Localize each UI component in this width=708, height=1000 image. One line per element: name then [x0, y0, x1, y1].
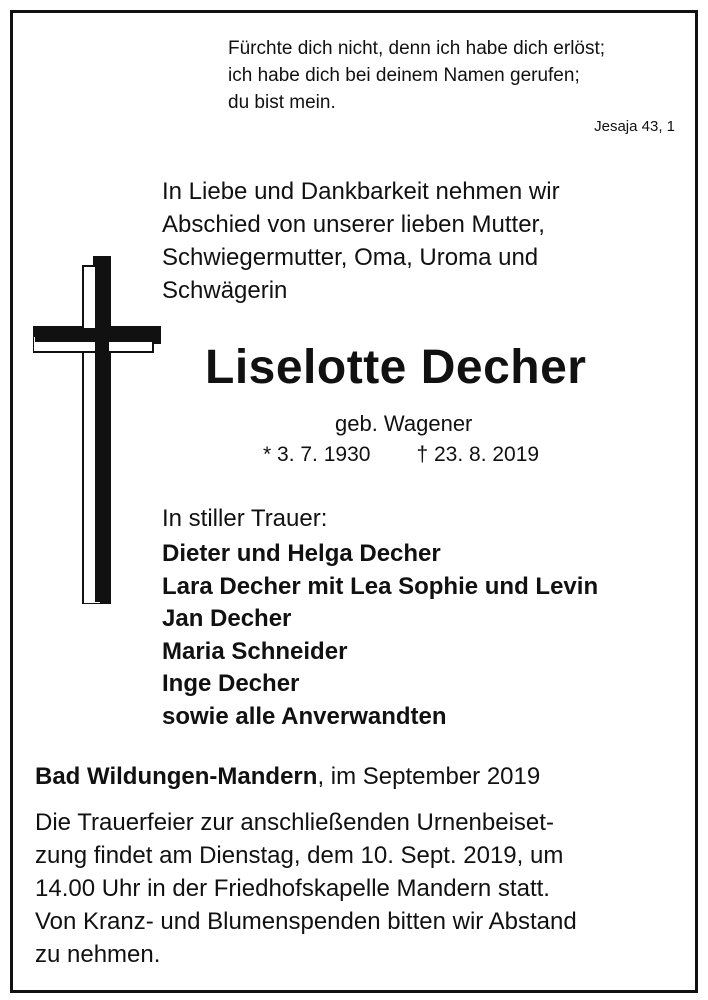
cross-icon: [33, 256, 161, 604]
intro-text: [162, 175, 560, 307]
verse-line: du bist mein.: [228, 92, 336, 113]
mourner-name: Maria Schneider: [162, 637, 348, 665]
birth-date: 3. 7. 1930: [277, 443, 371, 466]
service-line: Die Trauerfeier zur anschließenden Urnenbeiset-: [35, 809, 554, 836]
deceased-name: Liselotte Decher: [205, 341, 587, 394]
mourner-name: Dieter und Helga Decher: [162, 540, 441, 567]
place-date: [35, 763, 540, 791]
service-line: Von Kranz- und Blumenspenden bitten wir Abstand: [35, 908, 577, 935]
death-symbol: †: [416, 443, 429, 466]
place-date-text: , im September 2019: [317, 763, 541, 790]
mourner-list: [162, 538, 598, 733]
intro-line: Abschied von unserer lieben Mutter,: [162, 211, 545, 238]
service-line: zung findet am Dienstag, dem 10. Sept. 2019, um: [35, 842, 564, 869]
place-town: Bad Wildungen-Mandern: [35, 763, 318, 790]
mourner-name: sowie alle Anverwandten: [162, 702, 447, 730]
obituary-card: [10, 10, 698, 993]
service-line: zu nehmen.: [35, 941, 161, 968]
verse-reference: Jesaja 43, 1: [594, 118, 675, 135]
intro-line: Schwägerin: [162, 277, 288, 304]
mourner-name: Jan Decher: [162, 605, 292, 632]
birth-symbol: *: [263, 443, 272, 466]
life-dates: [263, 443, 539, 467]
verse-line: ich habe dich bei deinem Namen gerufen;: [228, 65, 580, 86]
birth-name: geb. Wagener: [335, 411, 473, 436]
intro-line: Schwiegermutter, Oma, Uroma und: [162, 244, 539, 271]
service-notice: [35, 806, 577, 971]
mourner-name: Inge Decher: [162, 670, 300, 697]
mourning-heading: In stiller Trauer:: [162, 505, 328, 532]
verse-line: Fürchte dich nicht, denn ich habe dich erlöst;: [228, 38, 606, 59]
bible-verse: [228, 35, 605, 116]
service-line: 14.00 Uhr in der Friedhofskapelle Mandern statt.: [35, 875, 550, 902]
intro-line: In Liebe und Dankbarkeit nehmen wir: [162, 178, 560, 205]
mourner-name: Lara Decher mit Lea Sophie und Levin: [162, 572, 599, 600]
death-date: 23. 8. 2019: [433, 443, 540, 466]
